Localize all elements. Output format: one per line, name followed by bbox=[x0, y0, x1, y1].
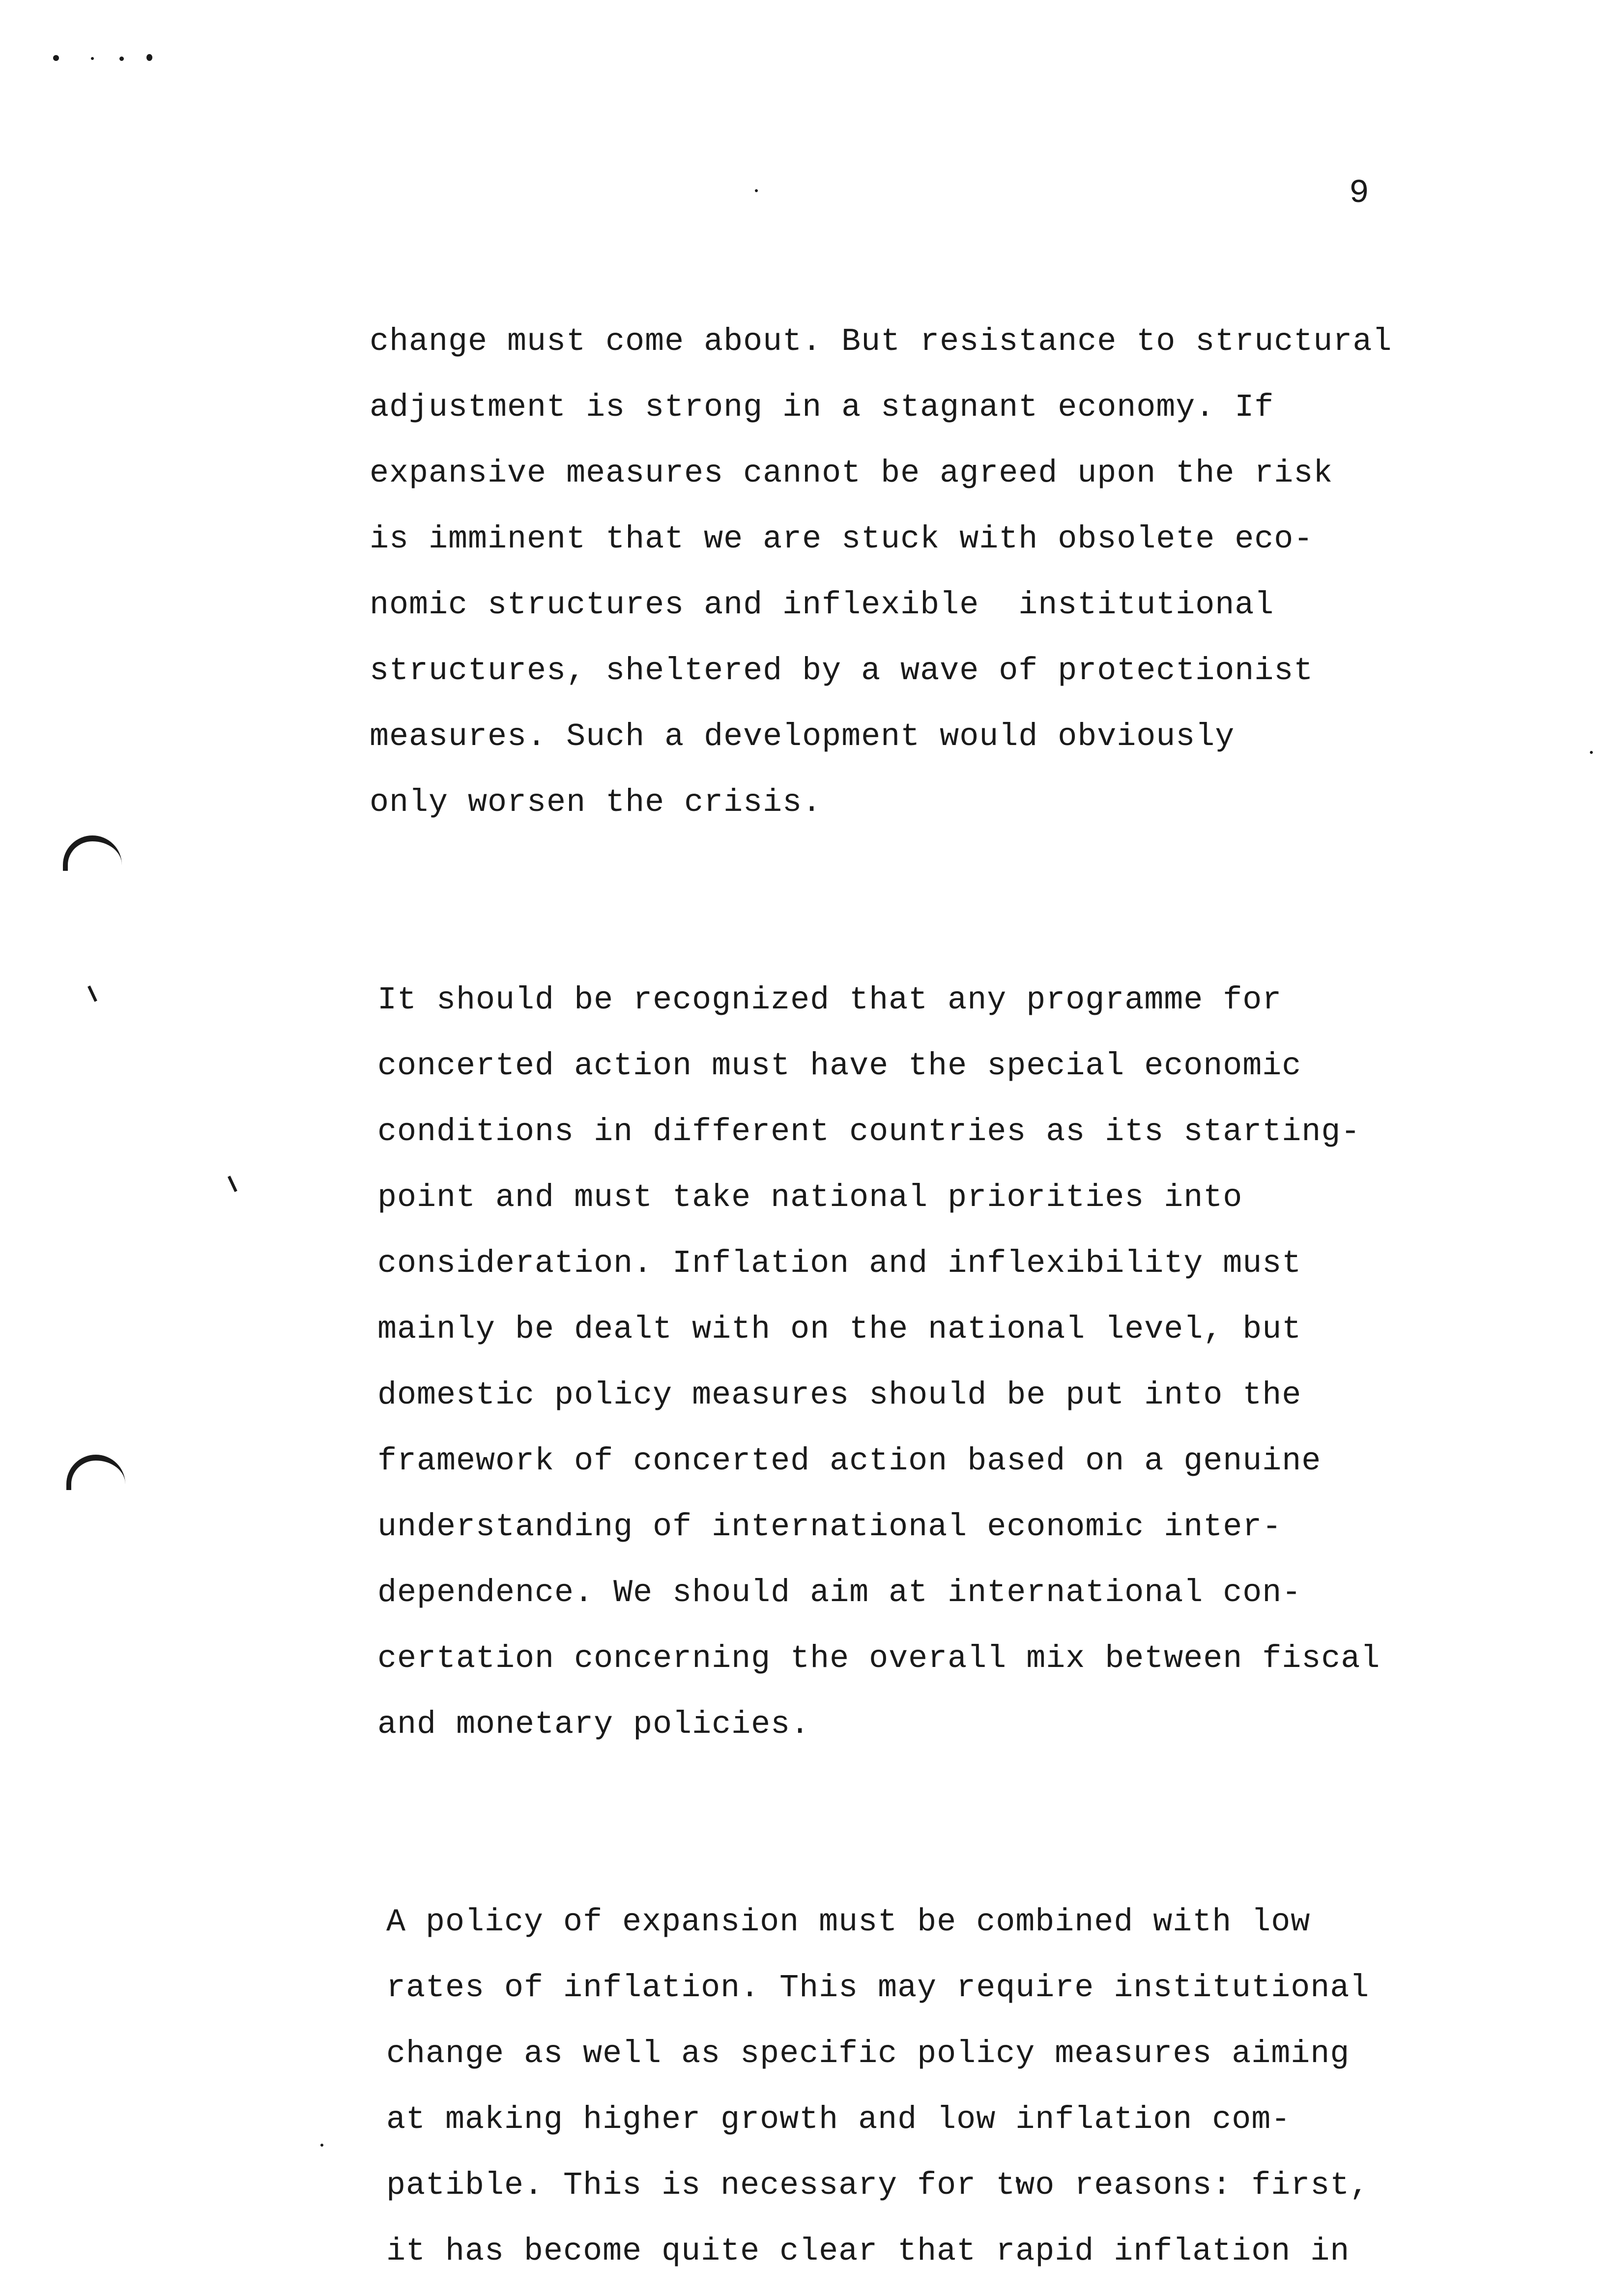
scan-tick-mark bbox=[87, 985, 97, 1002]
punch-hole-mark bbox=[66, 1455, 125, 1490]
scan-dot bbox=[146, 54, 152, 61]
paragraph-1 bbox=[370, 309, 1549, 835]
text-line: is imminent that we are stuck with obsolete eco- bbox=[370, 521, 1314, 557]
scan-dot bbox=[1590, 751, 1593, 754]
text-line: patible. This is necessary for two reasons: first, bbox=[386, 2167, 1370, 2204]
text-line: and monetary policies. bbox=[377, 1706, 810, 1743]
text-line: It should be recognized that any programme for bbox=[377, 982, 1282, 1018]
text-line: A policy of expansion must be combined with low bbox=[386, 1904, 1311, 1940]
scan-dot bbox=[320, 2144, 323, 2147]
text-line: measures. Such a development would obviously bbox=[370, 718, 1235, 755]
text-line: expansive measures cannot be agreed upon the risk bbox=[370, 455, 1333, 491]
text-line: dependence. We should aim at international con- bbox=[377, 1575, 1302, 1611]
text-line: understanding of international economic inter- bbox=[377, 1509, 1282, 1545]
scan-dot bbox=[91, 57, 94, 60]
text-line: point and must take national priorities into bbox=[377, 1179, 1243, 1216]
text-line: domestic policy measures should be put into the bbox=[377, 1377, 1302, 1413]
text-line: consideration. Inflation and inflexibility must bbox=[377, 1245, 1302, 1282]
text-line: change as well as specific policy measures aiming bbox=[386, 2036, 1350, 2072]
text-line: conditions in different countries as its starting- bbox=[377, 1114, 1361, 1150]
scan-dot bbox=[53, 55, 59, 61]
text-line: mainly be dealt with on the national level, but bbox=[377, 1311, 1302, 1348]
text-line: nomic structures and inflexible institutional bbox=[370, 587, 1274, 623]
body-text bbox=[370, 309, 1549, 2284]
text-line: only worsen the crisis. bbox=[370, 784, 822, 821]
text-line: framework of concerted action based on a genuine bbox=[377, 1443, 1322, 1479]
text-line: structures, sheltered by a wave of protectionist bbox=[370, 653, 1314, 689]
paragraph-2 bbox=[377, 967, 1549, 1757]
scan-dot bbox=[755, 189, 758, 192]
text-line: at making higher growth and low inflation com- bbox=[386, 2101, 1291, 2138]
scan-dot bbox=[119, 57, 124, 61]
text-line: change must come about. But resistance to structural bbox=[370, 323, 1392, 360]
text-line: rates of inflation. This may require institutional bbox=[386, 1970, 1370, 2006]
paragraph-3 bbox=[386, 1889, 1549, 2284]
text-line: adjustment is strong in a stagnant economy. If bbox=[370, 389, 1274, 426]
text-line: it has become quite clear that rapid inflation in bbox=[386, 2233, 1350, 2269]
scan-tick-mark bbox=[228, 1176, 237, 1192]
text-line: concerted action must have the special economic bbox=[377, 1048, 1302, 1084]
punch-hole-mark bbox=[63, 835, 122, 871]
text-line: certation concerning the overall mix between fiscal bbox=[377, 1640, 1381, 1677]
page-number: 9 bbox=[1349, 174, 1369, 212]
